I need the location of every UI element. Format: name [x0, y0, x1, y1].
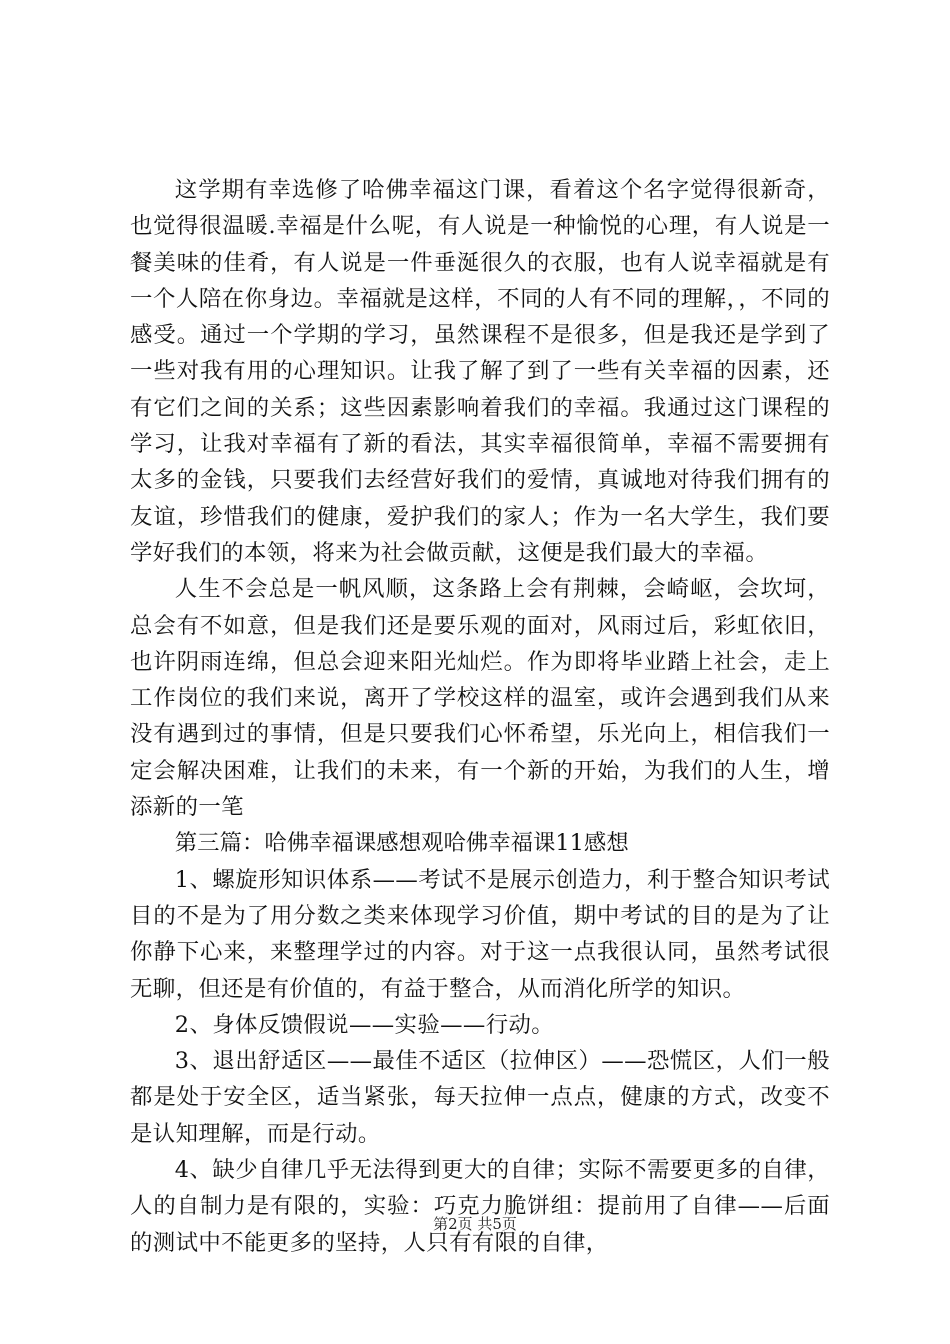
- page-footer: 第2页 共5页: [433, 1215, 517, 1233]
- list-item-4: 4、缺少自律几乎无法得到更大的自律；实际不需要更多的自律，人的自制力是有限的，实验：巧克力脆饼组：提前用了自律——后面的测试中不能更多的坚持，人只有有限的自律，: [130, 1157, 830, 1256]
- list-item-1: 1、螺旋形知识体系——考试不是展示创造力，利于整合知识考试目的不是为了用分数之类来体现学习价值，期中考试的目的是为了让你静下心来，来整理学过的内容。对于这一点我很认同，虽然考试很无聊，但还是有价值的，有益于整合，从而消化所学的知识。: [130, 866, 830, 1002]
- paragraph-1: 这学期有幸选修了哈佛幸福这门课，看着这个名字觉得很新奇，也觉得很温暖.幸福是什么呢，有人说是一种愉悦的心理，有人说是一餐美味的佳肴，有人说是一件垂涎很久的衣服，也有人说幸福就是有一个人陪在你身边。幸福就是这样，不同的人有不同的理解，，不同的感受。通过一个学期的学习，虽然课程不是很多，但是我还是学到了一些对我有用的心理知识。让我了解了到了一些有关幸福的因素，还有它们之间的关系；这些因素影响着我们的幸福。我通过这门课程的学习，让我对幸福有了新的看法，其实幸福很简单，幸福不需要拥有太多的金钱，只要我们去经营好我们的爱情，真诚地对待我们拥有的友谊，珍惜我们的健康，爱护我们的家人；作为一名大学生，我们要学好我们的本领，将来为社会做贡献，这便是我们最大的幸福。: [130, 177, 830, 566]
- document-body: [130, 172, 830, 1261]
- list-item-3: 3、退出舒适区——最佳不适区（拉伸区）——恐慌区，人们一般都是处于安全区，适当紧张，每天拉伸一点点，健康的方式，改变不是认知理解，而是行动。: [130, 1048, 830, 1147]
- list-item-2: 2、身体反馈假说——实验——行动。: [174, 1011, 555, 1038]
- section-heading: 第三篇：哈佛幸福课感想观哈佛幸福课11感想: [174, 830, 629, 857]
- paragraph-2: 人生不会总是一帆风顺，这条路上会有荆棘，会崎岖，会坎坷，总会有不如意，但是我们还是要乐观的面对，风雨过后，彩虹依旧，也许阴雨连绵，但总会迎来阳光灿烂。作为即将毕业踏上社会，走上工作岗位的我们来说，离开了学校这样的温室，或许会遇到我们从来没有遇到过的事情，但是只要我们心怀希望，乐光向上，相信我们一定会解决困难，让我们的未来，有一个新的开始，为我们的人生，增添新的一笔: [130, 576, 830, 821]
